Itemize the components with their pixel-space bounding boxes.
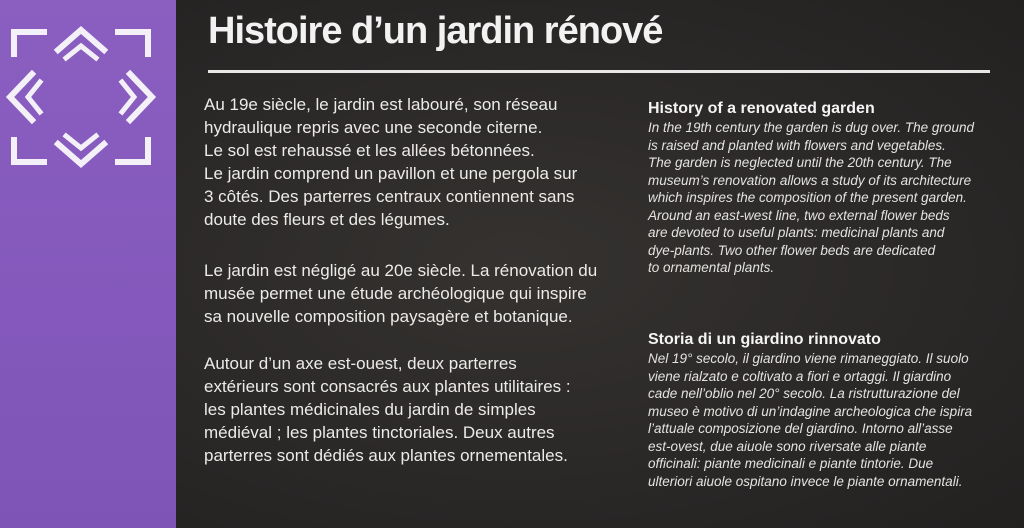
text-line: viene rialzato e coltivato a fiori e ortaggi. Il giardino	[648, 368, 952, 384]
text-line: Le jardin est négligé au 20e siècle. La rénovation du	[204, 261, 598, 280]
english-section	[648, 99, 1022, 277]
page-title: Histoire d’un jardin rénové	[208, 10, 663, 52]
text-line: In the 19th century the garden is dug over. The ground	[648, 120, 974, 135]
french-paragraph-1	[204, 93, 624, 231]
french-paragraph-2	[204, 259, 624, 328]
purple-side-band	[0, 0, 176, 528]
text-line: Autour d’un axe est-ouest, deux parterres	[204, 354, 517, 373]
text-line: ulteriori aiuole ospitano invece le piante ornamentali.	[648, 473, 963, 489]
text-line: les plantes médicinales du jardin de simples	[204, 400, 536, 419]
text-line: est-ovest, due aiuole sono riversate alle piante	[648, 438, 927, 454]
text-line: Nel 19° secolo, il giardino viene rimaneggiato. Il suolo	[648, 351, 969, 366]
text-line: médiéval ; les plantes tinctoriales. Deux autres	[204, 423, 555, 442]
text-line: Around an east-west line, two external flower beds	[648, 207, 950, 223]
text-line: l’attuale composizione del giardino. Intorno all’asse	[648, 421, 953, 436]
italian-section	[648, 330, 1022, 490]
text-line: musée permet une étude archéologique qui inspire	[204, 284, 587, 303]
text-line: officinali: piante medicinali e piante tintorie. Due	[648, 456, 934, 471]
text-line: Le jardin comprend un pavillon et une pergola sur	[204, 164, 578, 183]
text-line: which inspires the composition of the present garden.	[648, 190, 967, 205]
text-line: museum’s renovation allows a study of its architecture	[648, 172, 972, 188]
text-line: hydraulique repris avec une seconde citerne.	[204, 118, 543, 137]
text-line: 3 côtés. Des parterres centraux contiennent sans	[204, 187, 575, 206]
title-underline	[208, 70, 990, 73]
text-line: dye-plants. Two other flower beds are dedicated	[648, 242, 936, 258]
text-line: is raised and planted with flowers and vegetables.	[648, 137, 946, 153]
text-line: to ornamental plants.	[648, 260, 775, 275]
text-line: The garden is neglected until the 20th century. The	[648, 155, 952, 170]
text-line: parterres sont dédiés aux plantes ornementales.	[204, 446, 568, 465]
english-heading: History of a renovated garden	[648, 100, 875, 117]
french-paragraph-3	[204, 352, 624, 467]
text-line: cade nell’oblio nel 20° secolo. La ristrutturazione del	[648, 386, 960, 401]
text-line: doute des fleurs et des légumes.	[204, 210, 450, 229]
italian-heading: Storia di un giardino rinnovato	[648, 331, 881, 348]
text-line: Le sol est rehaussé et les allées bétonnées.	[204, 141, 535, 160]
text-line: are devoted to useful plants: medicinal plants and	[648, 225, 945, 240]
garden-frame-logo-icon	[6, 24, 156, 170]
text-line: museo è motivo di un’indagine archeologica che ispira	[648, 403, 973, 419]
text-line: Au 19e siècle, le jardin est labouré, son réseau	[204, 95, 558, 114]
text-line: extérieurs sont consacrés aux plantes utilitaires :	[204, 377, 571, 396]
text-line: sa nouvelle composition paysagère et botanique.	[204, 307, 573, 326]
